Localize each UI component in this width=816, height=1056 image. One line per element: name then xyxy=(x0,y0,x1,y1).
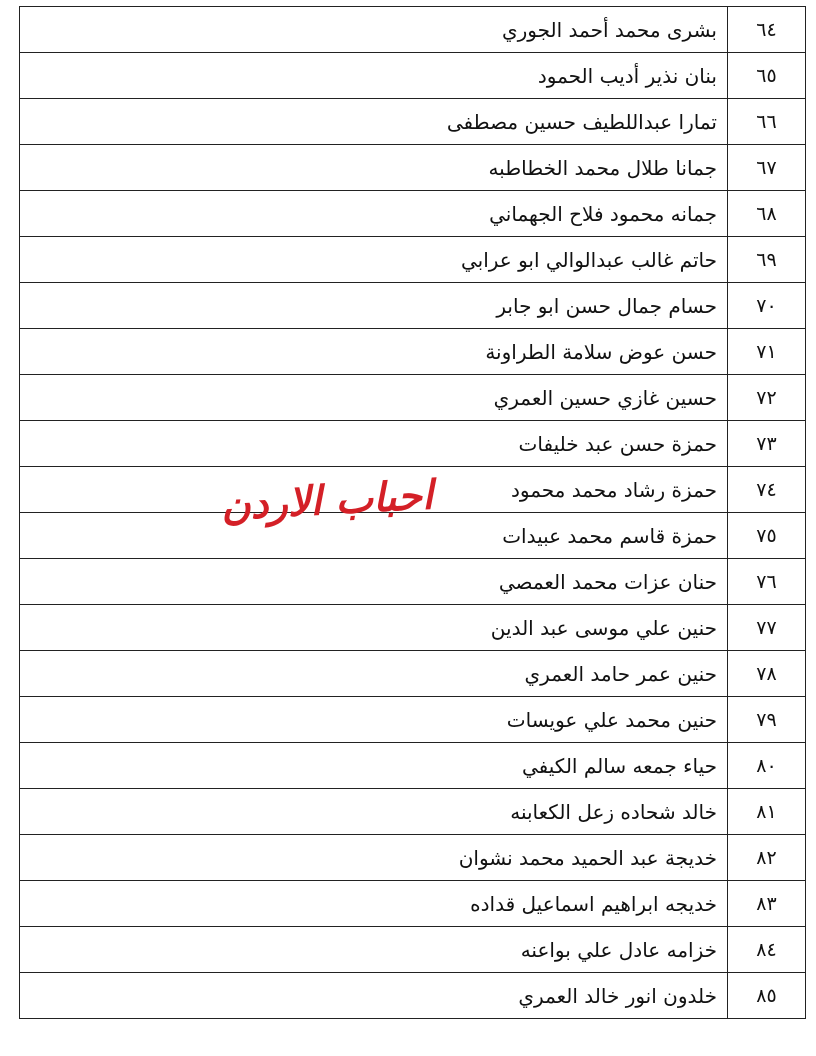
row-name: جمانا طلال محمد الخطاطبه xyxy=(20,145,728,191)
row-name: حسين غازي حسين العمري xyxy=(20,375,728,421)
table-row xyxy=(20,559,806,605)
row-number: ٦٤ xyxy=(728,7,806,53)
row-name: خديجة عبد الحميد محمد نشوان xyxy=(20,835,728,881)
row-number: ٧٩ xyxy=(728,697,806,743)
row-number: ٨١ xyxy=(728,789,806,835)
table-row xyxy=(20,99,806,145)
row-number: ٧٦ xyxy=(728,559,806,605)
row-name: حنين علي موسى عبد الدين xyxy=(20,605,728,651)
row-name: حسن عوض سلامة الطراونة xyxy=(20,329,728,375)
row-number: ٨٢ xyxy=(728,835,806,881)
watermark-text: احباب الاردن xyxy=(219,470,435,530)
row-name: بنان نذير أديب الحمود xyxy=(20,53,728,99)
table-row xyxy=(20,237,806,283)
table-row xyxy=(20,283,806,329)
row-name: حسام جمال حسن ابو جابر xyxy=(20,283,728,329)
row-number: ٧٧ xyxy=(728,605,806,651)
row-name: حمزة حسن عبد خليفات xyxy=(20,421,728,467)
row-number: ٨٠ xyxy=(728,743,806,789)
row-number: ٧٢ xyxy=(728,375,806,421)
row-name: خزامه عادل علي بواعنه xyxy=(20,927,728,973)
row-number: ٦٦ xyxy=(728,99,806,145)
row-name: تمارا عبداللطيف حسين مصطفى xyxy=(20,99,728,145)
table-row xyxy=(20,513,806,559)
row-number: ٧٠ xyxy=(728,283,806,329)
row-number: ٨٣ xyxy=(728,881,806,927)
row-number: ٦٧ xyxy=(728,145,806,191)
table-row xyxy=(20,329,806,375)
row-name: حاتم غالب عبدالوالي ابو عرابي xyxy=(20,237,728,283)
table-row xyxy=(20,973,806,1019)
row-name: حنين عمر حامد العمري xyxy=(20,651,728,697)
row-number: ٦٥ xyxy=(728,53,806,99)
row-name: حنان عزات محمد العمصي xyxy=(20,559,728,605)
row-name: حنين محمد علي عويسات xyxy=(20,697,728,743)
row-number: ٦٨ xyxy=(728,191,806,237)
table-row xyxy=(20,789,806,835)
table-row xyxy=(20,927,806,973)
row-name: جمانه محمود فلاح الجهماني xyxy=(20,191,728,237)
table-row xyxy=(20,881,806,927)
row-number: ٧٥ xyxy=(728,513,806,559)
row-name: حمزة قاسم محمد عبيدات xyxy=(20,513,728,559)
table-row xyxy=(20,651,806,697)
names-table xyxy=(19,6,806,1019)
row-name: خلدون انور خالد العمري xyxy=(20,973,728,1019)
row-number: ٧٨ xyxy=(728,651,806,697)
table-row xyxy=(20,53,806,99)
table-row xyxy=(20,191,806,237)
row-number: ٨٤ xyxy=(728,927,806,973)
row-name: بشرى محمد أحمد الجوري xyxy=(20,7,728,53)
row-number: ٧٤ xyxy=(728,467,806,513)
table-row xyxy=(20,467,806,513)
row-number: ٦٩ xyxy=(728,237,806,283)
table-row xyxy=(20,697,806,743)
table-row xyxy=(20,421,806,467)
table-row xyxy=(20,605,806,651)
table-row xyxy=(20,835,806,881)
row-number: ٨٥ xyxy=(728,973,806,1019)
row-number: ٧٣ xyxy=(728,421,806,467)
table-row xyxy=(20,375,806,421)
row-name: خديجه ابراهيم اسماعيل قداده xyxy=(20,881,728,927)
row-name: حمزة رشاد محمد محمود xyxy=(20,467,728,513)
row-name: خالد شحاده زعل الكعابنه xyxy=(20,789,728,835)
table-row xyxy=(20,743,806,789)
row-number: ٧١ xyxy=(728,329,806,375)
table-row xyxy=(20,145,806,191)
table-row xyxy=(20,7,806,53)
row-name: حياء جمعه سالم الكيفي xyxy=(20,743,728,789)
names-table-body xyxy=(20,7,806,1019)
